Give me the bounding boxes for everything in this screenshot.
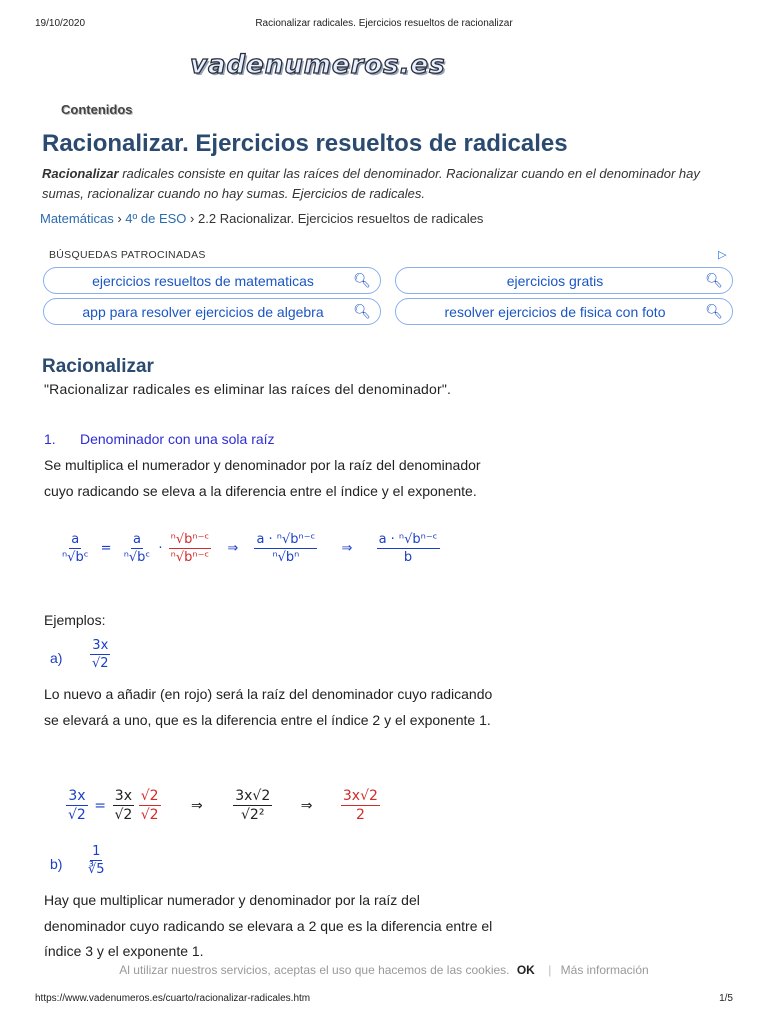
formula-fraction: $\frac{a}{\text{ⁿ√bᶜ}}$ <box>62 532 89 565</box>
explanation-paragraph: Lo nuevo a añadir (en rojo) será la raíz del denominador cuyo radicando se elevará a uno, que es la diferencia entre el índice 2 y el exponente 1. <box>44 686 493 728</box>
example-b-label: b) <box>50 856 63 872</box>
explanation-paragraph: Se multiplica el numerador y denominador por la raíz del denominador cuyo radicando se eleva a la diferencia entre el índice y el exponente. <box>44 457 481 499</box>
ad-search-label: app para resolver ejercicios de algebra <box>82 303 324 320</box>
breadcrumb-separator: › <box>190 211 195 226</box>
search-icon: 🔍︎ <box>353 303 371 319</box>
formula-fraction: $\frac{\text{a · ⁿ√bⁿ⁻ᶜ}}{b}$ <box>378 532 438 565</box>
cookie-text: Al utilizar nuestros servicios, aceptas el uso que hacemos de las cookies. <box>119 963 510 977</box>
ad-search-pill[interactable] <box>395 267 733 294</box>
formula-factor: $\frac{\text{ⁿ√bⁿ⁻ᶜ}}{\text{ⁿ√bⁿ⁻ᶜ}}$ <box>170 532 210 565</box>
example-a-label: a) <box>50 650 63 666</box>
explanation-paragraph: Hay que multiplicar numerador y denominador por la raíz del denominador cuyo radicando se elevara a 2 que es la diferencia entre el índice 3 y el exponente 1. <box>44 892 493 960</box>
formula-factor: $\frac{√2}{√2}$ <box>140 788 159 823</box>
ad-search-pill[interactable] <box>395 298 733 325</box>
breadcrumb-item-matematicas[interactable]: Matemáticas <box>40 211 114 226</box>
intro-rest: radicales consiste en quitar las raíces del denominador. Racionalizar cuando en el denominador hay sumas, racionalizar cuando no hay sumas. Ejercicios de radicales. <box>42 166 700 201</box>
page-title: Racionalizar. Ejercicios resueltos de radicales <box>42 130 568 157</box>
search-icon: 🔍︎ <box>705 303 723 319</box>
cookie-more-link[interactable]: Más información <box>560 963 649 977</box>
section-title: Racionalizar <box>42 356 154 377</box>
intro-text <box>42 164 702 204</box>
print-page-number: 1/5 <box>719 993 733 1004</box>
general-formula: $\frac{a}{\text{ⁿ√bᶜ}}$ = $\frac{a}{\text{ⁿ√bᶜ}}$ · $\frac{\text{ⁿ√bⁿ⁻ᶜ}}{\text{ⁿ√bⁿ⁻ᶜ}}$ ⇒ $\frac{\text{a · ⁿ√bⁿ⁻ᶜ}}{\text{ⁿ√bⁿ}}$ ⇒ $\frac{\text{a · ⁿ√bⁿ⁻ᶜ}}{b}$ <box>62 532 438 565</box>
definition-quote: "Racionalizar radicales es eliminar las raíces del denominador". <box>44 381 452 397</box>
intro-bold: Racionalizar <box>42 166 119 181</box>
breadcrumb <box>40 211 483 226</box>
examples-label: Ejemplos: <box>44 612 106 628</box>
ad-search-pill[interactable] <box>43 298 381 325</box>
breadcrumb-separator: › <box>117 211 122 226</box>
breadcrumb-item-current: 2.2 Racionalizar. Ejercicios resueltos de radicales <box>198 211 484 226</box>
site-logo[interactable]: vadenumeros.es <box>190 50 446 80</box>
ad-search-label: ejercicios gratis <box>506 272 604 289</box>
formula-fraction: $\frac{a}{\text{ⁿ√bᶜ}}$ <box>123 532 151 565</box>
subsection-title <box>44 431 275 447</box>
breadcrumb-item-4eso[interactable]: 4º de ESO <box>125 211 187 226</box>
cookie-ok-button[interactable]: OK <box>516 963 535 977</box>
subsection-label: Denominador con una sola raíz <box>80 431 275 447</box>
example-a-formula: $\frac{3x}{√2}$ = $\frac{3x}{√2}$ $\frac{√2}{√2}$ ⇒ $\frac{3x√2}{\text{√2²}}$ ⇒ $\frac{3x√2}{2}$ <box>68 788 378 823</box>
example-b-expression: $\frac{1}{∛5}$ <box>88 844 105 877</box>
search-icon: 🔍︎ <box>353 272 371 288</box>
adchoices-icon[interactable]: ▷ <box>718 249 727 261</box>
search-icon: 🔍︎ <box>705 272 723 288</box>
ad-search-pill[interactable] <box>43 267 381 294</box>
ads-label: BÚSQUEDAS PATROCINADAS <box>49 249 206 261</box>
subsection-number: 1. <box>44 431 56 447</box>
formula-fraction: $\frac{\text{a · ⁿ√bⁿ⁻ᶜ}}{\text{ⁿ√bⁿ}}$ <box>256 532 316 565</box>
print-title: Racionalizar radicales. Ejercicios resueltos de racionalizar <box>255 18 513 29</box>
example-a-expression: $\frac{3x}{√2}$ <box>92 638 109 671</box>
contents-link[interactable]: Contenidos <box>61 102 133 117</box>
print-date: 19/10/2020 <box>35 18 86 29</box>
ad-search-label: ejercicios resueltos de matematicas <box>92 272 314 289</box>
cookie-separator: | <box>548 963 552 977</box>
ad-search-label: resolver ejercicios de fisica con foto <box>444 303 666 320</box>
print-url: https://www.vadenumeros.es/cuarto/racionalizar-radicales.htm <box>35 993 311 1004</box>
cookie-bar <box>0 963 768 977</box>
